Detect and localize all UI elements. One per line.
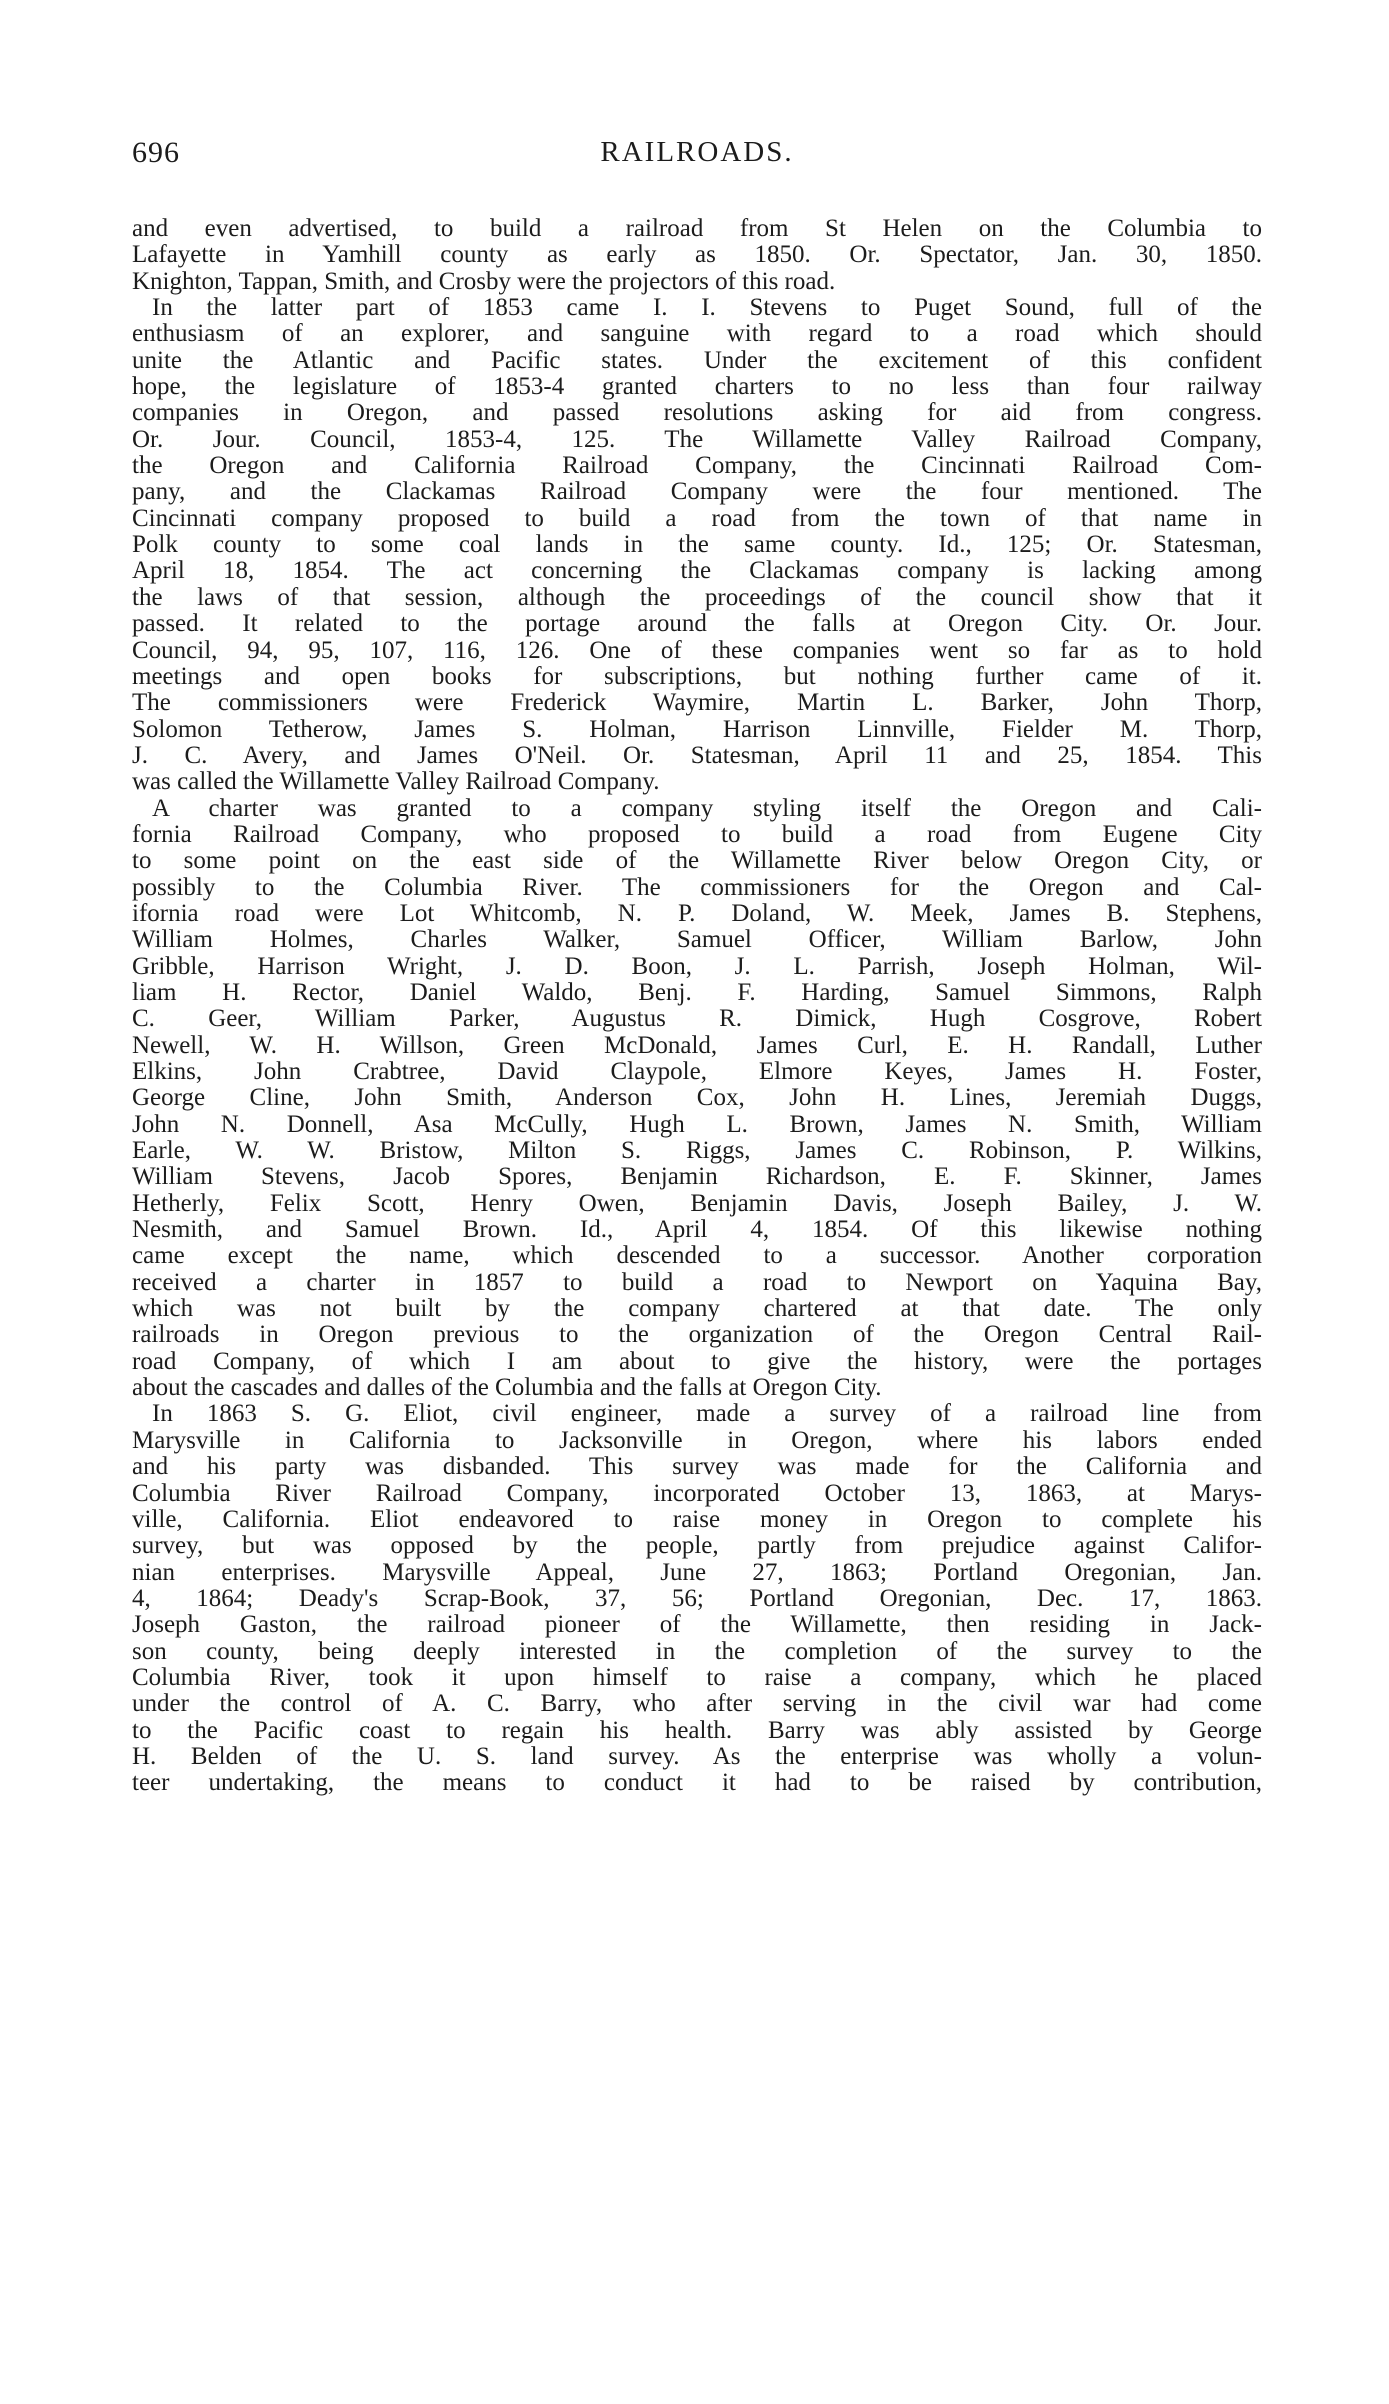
text-line: In the latter part of 1853 came I. I. Stevens to Puget Sound, full of the bbox=[152, 295, 1262, 322]
text-line: Marysville in California to Jacksonville in Oregon, where his labors ended bbox=[132, 1427, 1262, 1454]
text-line: liam H. Rector, Daniel Waldo, Benj. F. Harding, Samuel Simmons, Ralph bbox=[132, 979, 1262, 1006]
text-line: Lafayette in Yamhill county as early as 1850. Or. Spectator, Jan. 30, 1850. bbox=[132, 242, 1262, 269]
text-line: enthusiasm of an explorer, and sanguine with regard to a road which should bbox=[132, 321, 1262, 348]
text-line: railroads in Oregon previous to the organization of the Oregon Central Rail- bbox=[132, 1322, 1262, 1349]
text-line: under the control of A. C. Barry, who after serving in the civil war had come bbox=[132, 1691, 1262, 1718]
text-line: nian enterprises. Marysville Appeal, June 27, 1863; Portland Oregonian, Jan. bbox=[132, 1559, 1262, 1586]
text-line: Or. Jour. Council, 1853-4, 125. The Willamette Valley Railroad Company, bbox=[132, 426, 1262, 453]
text-line: son county, being deeply interested in the completion of the survey to the bbox=[132, 1638, 1262, 1665]
text-line: to the Pacific coast to regain his health. Barry was ably assisted by George bbox=[132, 1717, 1262, 1744]
text-line: to some point on the east side of the Willamette River below Oregon City, or bbox=[132, 848, 1262, 875]
text-line: In 1863 S. G. Eliot, civil engineer, made a survey of a railroad line from bbox=[152, 1401, 1262, 1428]
paragraph bbox=[132, 295, 1262, 796]
text-line: hope, the legislature of 1853-4 granted charters to no less than four railway bbox=[132, 374, 1262, 401]
text-line: ifornia road were Lot Whitcomb, N. P. Doland, W. Meek, James B. Stephens, bbox=[132, 900, 1262, 927]
text-line: Nesmith, and Samuel Brown. Id., April 4, 1854. Of this likewise nothing bbox=[132, 1217, 1262, 1244]
text-line: Earle, W. W. Bristow, Milton S. Riggs, James C. Robinson, P. Wilkins, bbox=[132, 1138, 1262, 1165]
text-line: the laws of that session, although the proceedings of the council show that it bbox=[132, 584, 1262, 611]
running-head bbox=[132, 136, 1262, 178]
text-line: Gribble, Harrison Wright, J. D. Boon, J. L. Parrish, Joseph Holman, Wil- bbox=[132, 953, 1262, 980]
text-line: George Cline, John Smith, Anderson Cox, John H. Lines, Jeremiah Duggs, bbox=[132, 1085, 1262, 1112]
text-line: William Holmes, Charles Walker, Samuel Officer, William Barlow, John bbox=[132, 927, 1262, 954]
page-number: 696 bbox=[132, 136, 180, 169]
text-line: road Company, of which I am about to give the history, were the portages bbox=[132, 1348, 1262, 1375]
text-line: about the cascades and dalles of the Columbia and the falls at Oregon City. bbox=[132, 1375, 882, 1402]
text-line: was called the Willamette Valley Railroad Company. bbox=[132, 769, 660, 796]
text-line: which was not built by the company chartered at that date. The only bbox=[132, 1296, 1262, 1323]
text-line: A charter was granted to a company styling itself the Oregon and Cali- bbox=[152, 795, 1262, 822]
text-line: Council, 94, 95, 107, 116, 126. One of these companies went so far as to hold bbox=[132, 637, 1262, 664]
text-line: Knighton, Tappan, Smith, and Crosby were the projectors of this road. bbox=[132, 268, 836, 295]
paragraph bbox=[132, 796, 1262, 1402]
text-line: Solomon Tetherow, James S. Holman, Harrison Linnville, Fielder M. Thorp, bbox=[132, 716, 1262, 743]
text-line: survey, but was opposed by the people, partly from prejudice against Califor- bbox=[132, 1533, 1262, 1560]
text-line: received a charter in 1857 to build a road to Newport on Yaquina Bay, bbox=[132, 1269, 1262, 1296]
text-line: Columbia River Railroad Company, incorporated October 13, 1863, at Marys- bbox=[132, 1480, 1262, 1507]
text-line: Newell, W. H. Willson, Green McDonald, James Curl, E. H. Randall, Luther bbox=[132, 1032, 1262, 1059]
text-line: Elkins, John Crabtree, David Claypole, Elmore Keyes, James H. Foster, bbox=[132, 1059, 1262, 1085]
text-line: possibly to the Columbia River. The commissioners for the Oregon and Cal- bbox=[132, 874, 1262, 901]
text-line: the Oregon and California Railroad Company, the Cincinnati Railroad Com- bbox=[132, 453, 1262, 480]
running-title: RAILROADS. bbox=[600, 136, 794, 168]
text-line: and even advertised, to build a railroad from St Helen on the Columbia to bbox=[132, 216, 1262, 242]
text-line: J. C. Avery, and James O'Neil. Or. Statesman, April 11 and 25, 1854. This bbox=[132, 742, 1262, 769]
text-line: C. Geer, William Parker, Augustus R. Dimick, Hugh Cosgrove, Robert bbox=[132, 1006, 1262, 1033]
paragraph bbox=[132, 1401, 1262, 1796]
text-line: passed. It related to the portage around the falls at Oregon City. Or. Jour. bbox=[132, 611, 1262, 638]
text-line: ville, California. Eliot endeavored to raise money in Oregon to complete his bbox=[132, 1506, 1262, 1533]
text-line: Columbia River, took it upon himself to raise a company, which he placed bbox=[132, 1664, 1262, 1691]
text-line: teer undertaking, the means to conduct it had to be raised by contribution, bbox=[132, 1770, 1262, 1797]
text-line: Joseph Gaston, the railroad pioneer of the Willamette, then residing in Jack- bbox=[132, 1612, 1262, 1639]
paragraph bbox=[132, 216, 1262, 295]
text-column bbox=[132, 216, 1262, 1797]
text-line: 4, 1864; Deady's Scrap-Book, 37, 56; Portland Oregonian, Dec. 17, 1863. bbox=[132, 1585, 1262, 1612]
text-line: and his party was disbanded. This survey was made for the California and bbox=[132, 1454, 1262, 1481]
text-line: fornia Railroad Company, who proposed to build a road from Eugene City bbox=[132, 821, 1262, 848]
text-line: Hetherly, Felix Scott, Henry Owen, Benjamin Davis, Joseph Bailey, J. W. bbox=[132, 1190, 1262, 1217]
text-line: Cincinnati company proposed to build a road from the town of that name in bbox=[132, 505, 1262, 532]
text-line: H. Belden of the U. S. land survey. As the enterprise was wholly a volun- bbox=[132, 1743, 1262, 1770]
text-line: John N. Donnell, Asa McCully, Hugh L. Brown, James N. Smith, William bbox=[132, 1111, 1262, 1138]
text-line: Polk county to some coal lands in the same county. Id., 125; Or. Statesman, bbox=[132, 532, 1262, 559]
text-line: unite the Atlantic and Pacific states. Under the excitement of this confident bbox=[132, 347, 1262, 374]
text-line: William Stevens, Jacob Spores, Benjamin Richardson, E. F. Skinner, James bbox=[132, 1164, 1262, 1191]
text-line: The commissioners were Frederick Waymire, Martin L. Barker, John Thorp, bbox=[132, 690, 1262, 717]
text-line: April 18, 1854. The act concerning the Clackamas company is lacking among bbox=[132, 558, 1262, 585]
text-line: pany, and the Clackamas Railroad Company were the four mentioned. The bbox=[132, 479, 1262, 506]
text-line: came except the name, which descended to a successor. Another corporation bbox=[132, 1243, 1262, 1270]
text-line: meetings and open books for subscriptions, but nothing further came of it. bbox=[132, 663, 1262, 690]
text-line: companies in Oregon, and passed resolutions asking for aid from congress. bbox=[132, 400, 1262, 427]
